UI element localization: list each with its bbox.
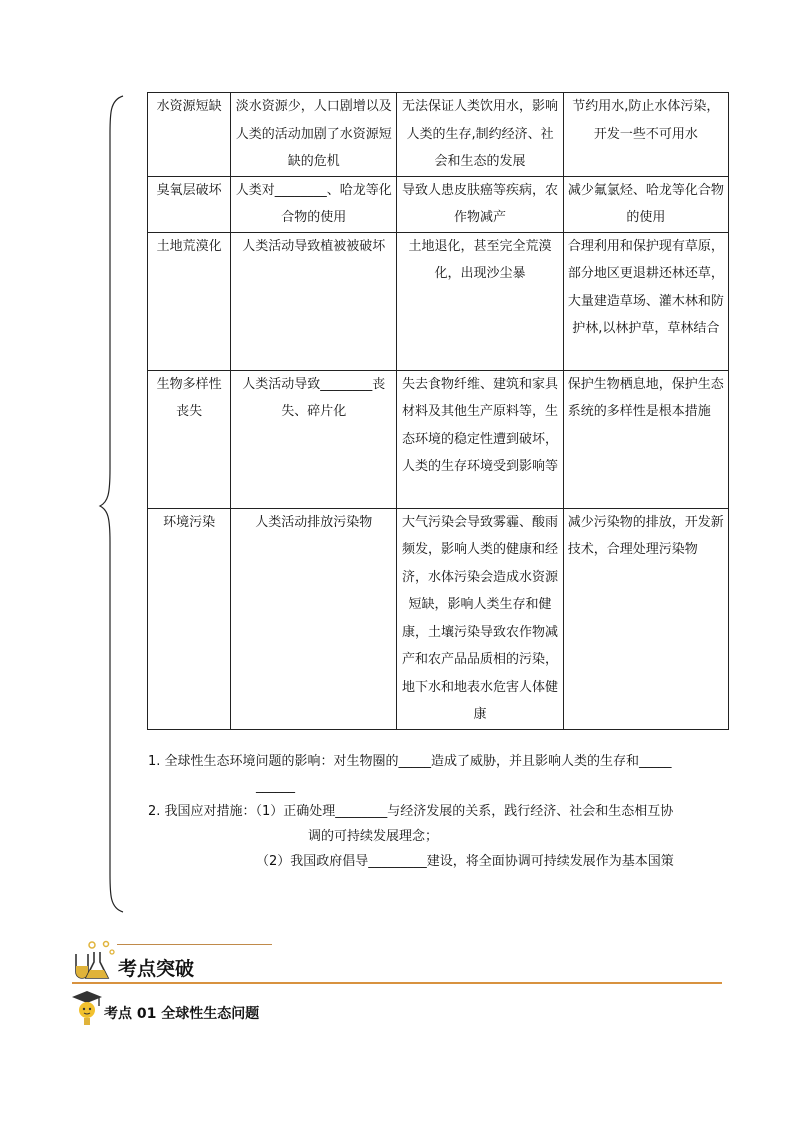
cause-cell: 人类活动排放污染物	[231, 508, 397, 729]
measure-cell: 减少氟氯烃、哈龙等化合物的使用	[563, 176, 728, 232]
table-row	[148, 93, 729, 177]
table-row	[148, 508, 729, 729]
left-brace	[96, 94, 126, 914]
section-header	[72, 940, 722, 986]
header-underline	[72, 982, 722, 984]
problem-cell: 生物多样性丧失	[148, 370, 231, 508]
table-row	[148, 176, 729, 232]
section-title: 考点突破	[118, 958, 195, 980]
note-measures-2: （2）我国政府倡导_________建设，将全面协调可持续发展作为基本国策	[256, 854, 674, 869]
notes-section	[148, 749, 748, 874]
header-top-rule	[117, 944, 272, 945]
impact-cell: 无法保证人类饮用水，影响人类的生存,制约经济、社会和生态的发展	[397, 93, 563, 177]
cause-cell: 人类活动导致________丧失、碎片化	[231, 370, 397, 508]
cause-cell: 人类对________、哈龙等化合物的使用	[231, 176, 397, 232]
note-measures: 2. 我国应对措施：（1）正确处理________与经济发展的关系，践行经济、社会和生态相互协	[148, 804, 674, 819]
impact-cell: 土地退化，甚至完全荒漠化，出现沙尘暴	[397, 232, 563, 370]
impact-cell: 导致人患皮肤癌等疾病，农作物减产	[397, 176, 563, 232]
cause-cell: 人类活动导致植被被破坏	[231, 232, 397, 370]
measure-cell: 节约用水,防止水体污染，开发一些不可用水	[563, 93, 728, 177]
measure-cell: 减少污染物的排放，开发新技术，合理处理污染物	[563, 508, 728, 729]
measure-cell: 合理利用和保护现有草原，部分地区更退耕还林还草，大量建造草场、灌木林和防护林,以林护草，草林结合	[563, 232, 728, 370]
graduate-cap-icon	[70, 988, 104, 1028]
lab-flask-icon	[72, 940, 116, 982]
problem-cell: 臭氧层破坏	[148, 176, 231, 232]
table-row	[148, 232, 729, 370]
exam-point-label: 考点 01 全球性生态问题	[104, 1006, 260, 1022]
note-impact: 1. 全球性生态环境问题的影响：对生物圈的_____造成了威胁，并且影响人类的生存和_____	[148, 754, 672, 769]
impact-cell: 失去食物纤维、建筑和家具材料及其他生产原料等，生态环境的稳定性遭到破坏，人类的生存环境受到影响等	[397, 370, 563, 508]
cause-cell: 淡水资源少，人口剧增以及人类的活动加剧了水资源短缺的危机	[231, 93, 397, 177]
exam-point-heading	[70, 988, 370, 1028]
measure-cell: 保护生物栖息地，保护生态系统的多样性是根本措施	[563, 370, 728, 508]
ecology-problems-table	[147, 92, 729, 730]
table-row	[148, 370, 729, 508]
problem-cell: 环境污染	[148, 508, 231, 729]
note-measures-continuation: 调的可持续发展理念；	[308, 829, 439, 844]
problem-cell: 水资源短缺	[148, 93, 231, 177]
problem-cell: 土地荒漠化	[148, 232, 231, 370]
note-impact-continuation: ______	[256, 779, 295, 794]
impact-cell: 大气污染会导致雾霾、酸雨频发，影响人类的健康和经济，水体污染会造成水资源短缺，影响人类生存和健康，土壤污染导致农作物减产和农产品品质相的污染，地下水和地表水危害人体健康	[397, 508, 563, 729]
